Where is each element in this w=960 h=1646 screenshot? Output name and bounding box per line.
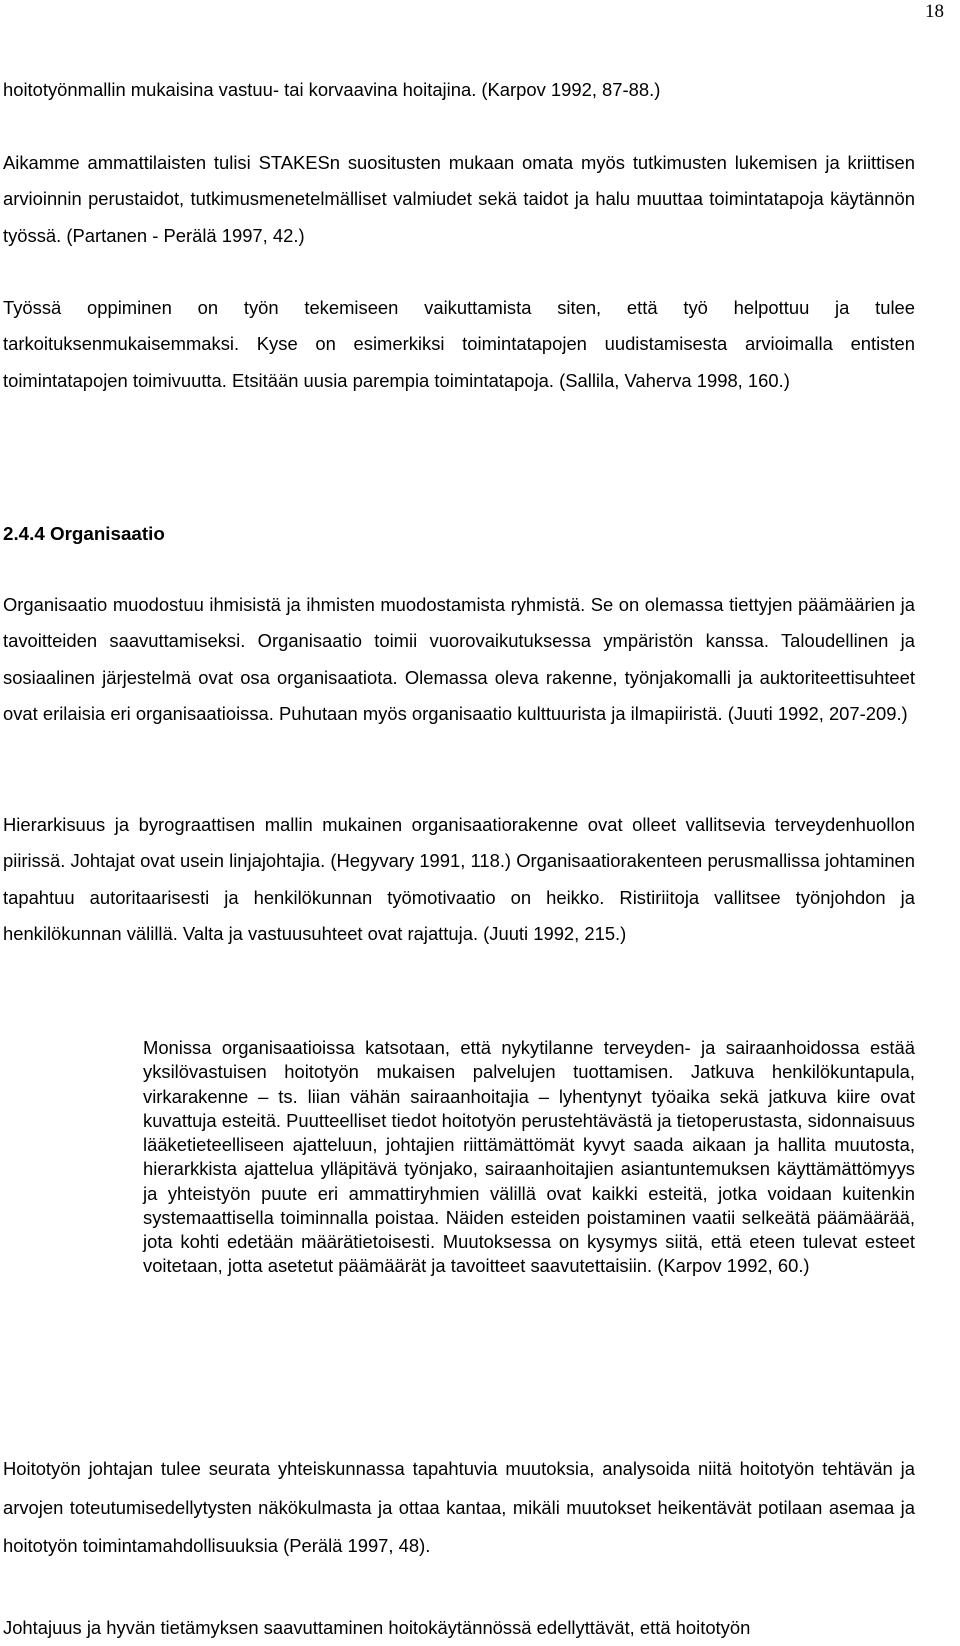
page-number: 18 [925, 1, 944, 22]
paragraph-7 [3, 1610, 915, 1646]
paragraph-text: Organisaatio muodostuu ihmisistä ja ihmisten muodostamista ryhmistä. Se on olemassa tiettyjen päämäärien ja tavoitteiden saavuttamiseksi. Organisaatio toimii vuorovaikutuksessa ympäristön kanssa. Taloudellinen ja sosiaalinen järjestelmä ovat osa organisaatiota. Olemassa oleva rakenne, työnjakomalli ja auktoriteettisuhteet ovat erilaisia eri organisaatioissa. Puhutaan myös organisaatio kulttuurista ja ilmapiiristä. (Juuti 1992, 207-209.) [3, 594, 915, 725]
paragraph-1 [3, 72, 915, 108]
paragraph-text: Hierarkisuus ja byrograattisen mallin mukainen organisaatiorakenne ovat olleet vallitsevia terveydenhuollon piirissä. Johtajat ovat usein linjajohtajia. (Hegyvary 1991, 118.) Organisaatiorakenteen perusmallissa johtaminen tapahtuu autoritaarisesti ja henkilökunnan työmotivaatio on heikko. Ristiriitoja vallitsee työnjohdon ja henkilökunnan välillä. Valta ja vastuusuhteet ovat rajattuja. (Juuti 1992, 215.) [3, 814, 915, 945]
paragraph-3 [3, 290, 915, 399]
paragraph-5 [3, 807, 915, 953]
paragraph-text: hoitotyönmallin mukaisina vastuu- tai korvaavina hoitajina. (Karpov 1992, 87-88.) [3, 79, 661, 100]
paragraph-text: Johtajuus ja hyvän tietämyksen saavuttaminen hoitokäytännössä edellyttävät, että hoitotyön [3, 1617, 751, 1638]
paragraph-4 [3, 587, 915, 733]
paragraph-text: Aikamme ammattilaisten tulisi STAKESn suositusten mukaan omata myös tutkimusten lukemisen ja kriittisen arvioinnin perustaidot, tutkimusmenetelmälliset valmiudet sekä taidot ja halu muuttaa toimintatapoja käytännön työssä. (Partanen - Perälä 1997, 42.) [3, 152, 915, 246]
paragraph-text: Hoitotyön johtajan tulee seurata yhteiskunnassa tapahtuvia muutoksia, analysoida niitä hoitotyön tehtävän ja arvojen toteutumisedellytysten näkökulmasta ja ottaa kantaa, mikäli muutokset heikentävät potilaan asemaa ja hoitotyön toimintamahdollisuuksia (Perälä 1997, 48). [3, 1458, 915, 1556]
quote-text: Monissa organisaatioissa katsotaan, että nykytilanne terveyden- ja sairaanhoidossa estää yksilövastuisen hoitotyön mukaisen palvelujen tuottamisen. Jatkuva henkilökuntapula, virkarakenne – ts. liian vähän sairaanhoitajia – lyhentynyt työaika sekä jatkuva kiire ovat kuvattuja esteitä. Puutteelliset tiedot hoitotyön perustehtävästä ja tietoperustasta, sidonnaisuus lääketieteelliseen ajatteluun, johtajien riittämättömät kyvyt saada aikaan ja hallita muutosta, hierarkkista ajattelua ylläpitävä työnjako, sairaanhoitajien asiantuntemuksen käyttämättömyys ja yhteistyön puute eri ammattiryhmien välillä ovat kaikki esteitä, jotka voidaan kuitenkin systemaattisella toiminnalla poistaa. Näiden esteiden poistaminen vaatii selkeätä päämäärää, jota kohti edetään määrätietoisesti. Muutoksessa on kysymys siitä, että eteen tulevat esteet voitetaan, jotta asetetut päämäärät ja tavoitteet saavutettaisiin. (Karpov 1992, 60.) [143, 1037, 915, 1277]
block-quote [143, 1036, 915, 1279]
section-heading: 2.4.4 Organisaatio [3, 523, 165, 544]
paragraph-6 [3, 1450, 915, 1566]
paragraph-text: Työssä oppiminen on työn tekemiseen vaikuttamista siten, että työ helpottuu ja tulee tarkoituksenmukaisemmaksi. Kyse on esimerkiksi toimintatapojen uudistamisesta arvioimalla entisten toimintatapojen toimivuutta. Etsitään uusia parempia toimintatapoja. (Sallila, Vaherva 1998, 160.) [3, 297, 915, 391]
paragraph-2 [3, 145, 915, 254]
